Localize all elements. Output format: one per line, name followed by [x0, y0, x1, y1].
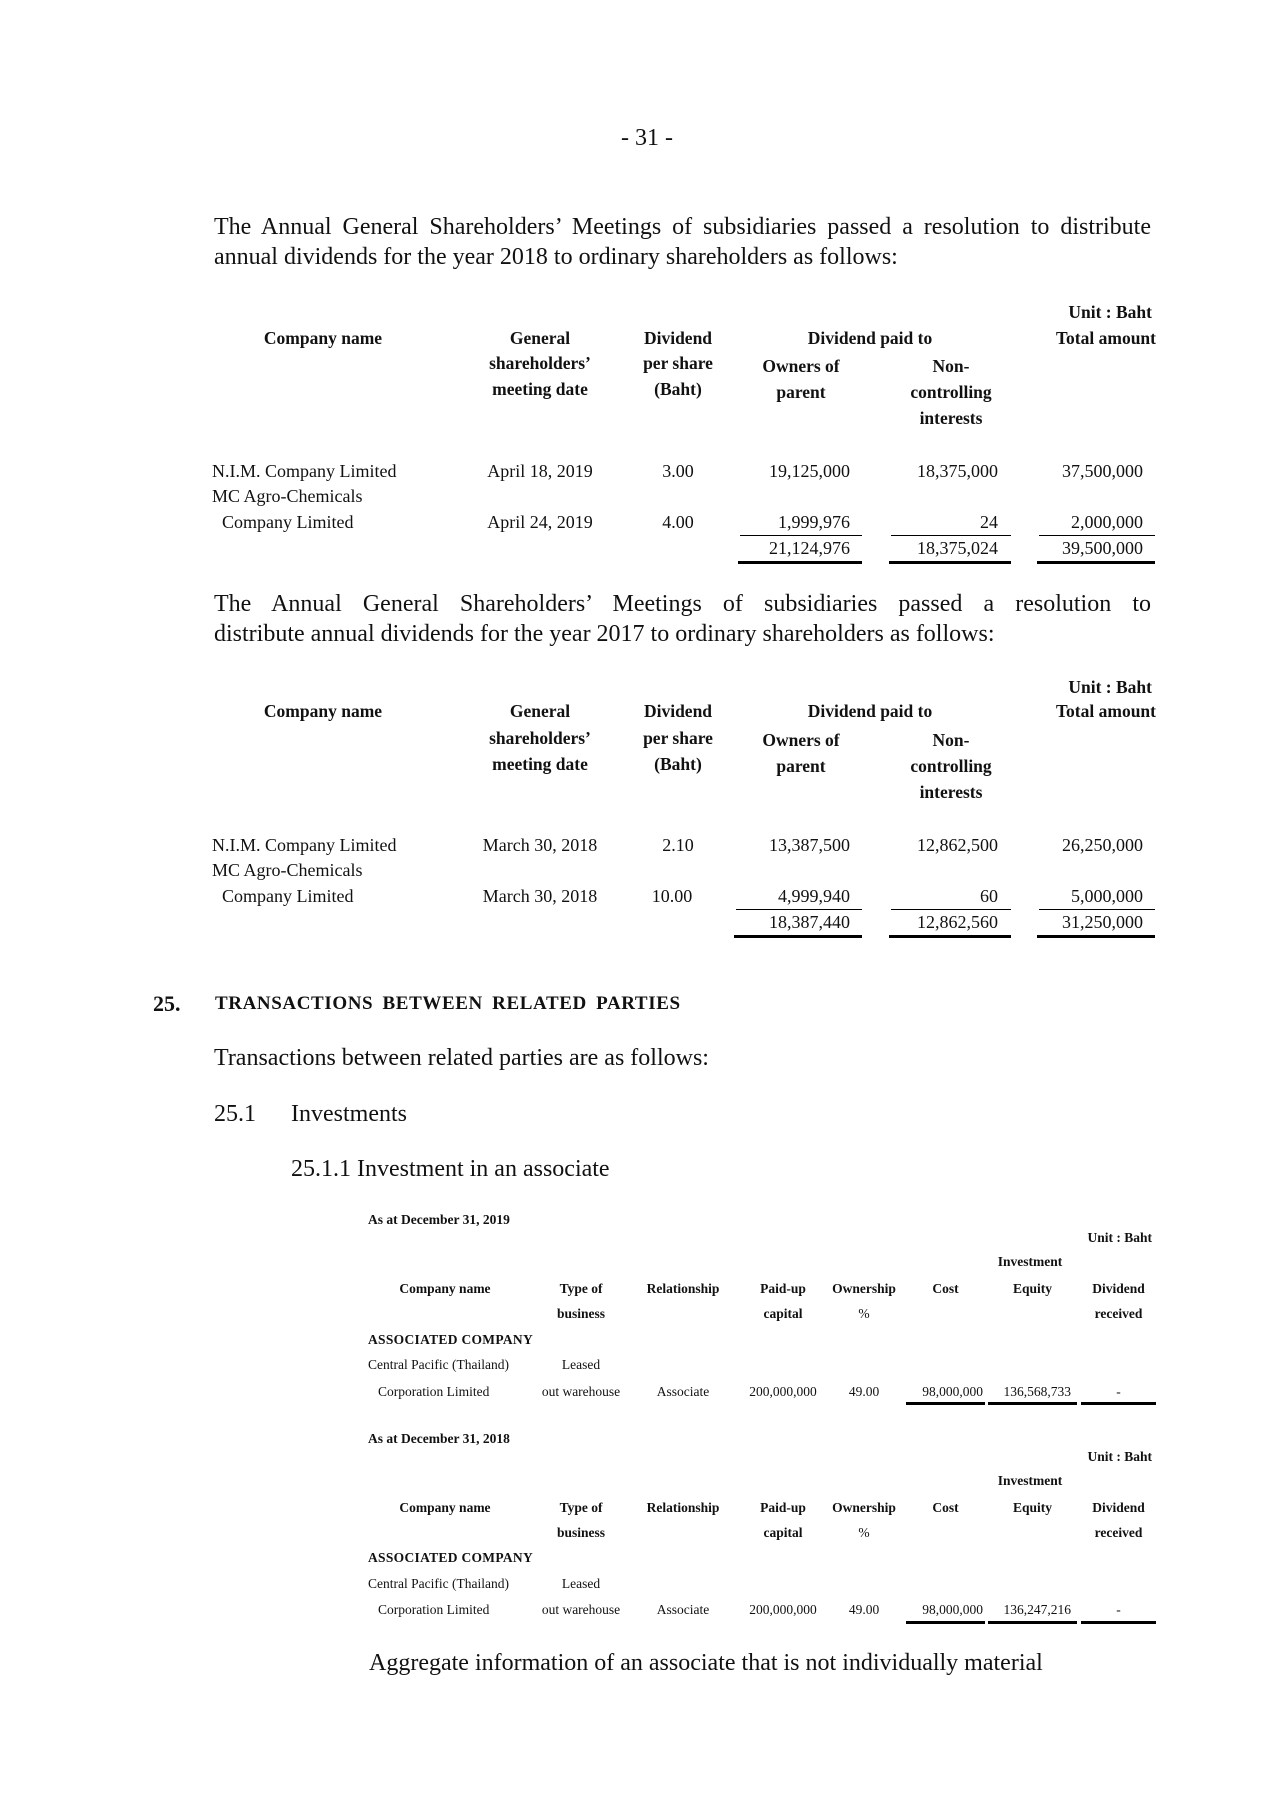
closing-text: Aggregate information of an associate that is not individually material: [369, 1650, 1043, 1676]
subsection-number: 25.1: [214, 1101, 256, 1127]
header-relationship: Relationship: [646, 1500, 720, 1515]
cell-ownership: 49.00: [848, 1384, 880, 1399]
header-nci-1: Non-: [932, 356, 970, 376]
intro-2017-line2: distribute annual dividends for the year 2017 to ordinary shareholders as follows:: [214, 621, 995, 647]
cell-per-share: 2.10: [662, 835, 694, 855]
header-nci-2: controlling: [910, 756, 992, 776]
total-rule: [906, 1402, 985, 1405]
header-ownership-1: Ownership: [832, 1281, 896, 1296]
header-dividend-3: (Baht): [654, 379, 702, 399]
header-dividend-1: Dividend: [1092, 1281, 1145, 1296]
total-rule: [906, 1621, 985, 1624]
cell-dividend: -: [1116, 1602, 1121, 1617]
cell-ownership: 49.00: [848, 1602, 880, 1617]
total-owners: 21,124,976: [769, 538, 850, 558]
cell-company-line2: Corporation Limited: [378, 1384, 490, 1399]
header-type-2: business: [556, 1525, 606, 1540]
cell-company-line2: Corporation Limited: [378, 1602, 490, 1617]
header-paidup-1: Paid-up: [760, 1281, 806, 1296]
cell-dividend: -: [1116, 1384, 1121, 1399]
cell-company-line1: Central Pacific (Thailand): [368, 1357, 509, 1372]
cell-company-line2: Company Limited: [222, 512, 354, 532]
header-dividend-2: per share: [643, 728, 713, 748]
unit-label: Unit : Baht: [1087, 1449, 1152, 1464]
total-rule: [988, 1621, 1077, 1624]
header-general-3: meeting date: [492, 379, 588, 399]
header-paidup-2: capital: [763, 1525, 803, 1540]
as-at-date: As at December 31, 2019: [368, 1212, 510, 1227]
header-nci-2: controlling: [910, 382, 992, 402]
header-investment-group: Investment: [997, 1254, 1063, 1269]
total-rule: [889, 561, 1011, 564]
cell-company: N.I.M. Company Limited: [212, 835, 397, 855]
cell-nci: 60: [980, 886, 998, 906]
cell-nci: 18,375,000: [917, 461, 998, 481]
cell-total: 26,250,000: [1062, 835, 1143, 855]
header-cost: Cost: [932, 1500, 959, 1515]
header-total-amount: Total amount: [1055, 328, 1156, 348]
header-nci-3: interests: [919, 782, 983, 802]
cell-owners: 19,125,000: [769, 461, 850, 481]
cell-date: April 24, 2019: [487, 512, 593, 532]
total-rule: [1037, 935, 1155, 938]
cell-type-line2: out warehouse: [541, 1602, 621, 1617]
cell-company-line2: Company Limited: [222, 886, 354, 906]
total-amount: 31,250,000: [1062, 912, 1143, 932]
header-paidup-1: Paid-up: [760, 1500, 806, 1515]
header-equity: Equity: [1012, 1281, 1053, 1296]
header-total-amount: Total amount: [1055, 701, 1156, 721]
cell-company: N.I.M. Company Limited: [212, 461, 397, 481]
header-general-3: meeting date: [492, 754, 588, 774]
header-owners-1: Owners of: [762, 356, 840, 376]
cell-paidup: 200,000,000: [749, 1384, 817, 1399]
cell-per-share: 10.00: [651, 886, 693, 906]
header-ownership-1: Ownership: [832, 1500, 896, 1515]
note-title: TRANSACTIONS BETWEEN RELATED PARTIES: [215, 993, 681, 1014]
intro-2018-line1: The Annual General Shareholders’ Meetings of subsidiaries passed a resolution to distribute: [214, 214, 1151, 240]
cell-cost: 98,000,000: [922, 1384, 983, 1399]
total-rule: [889, 935, 1011, 938]
header-dividend-2: received: [1094, 1306, 1143, 1321]
header-dividend-1: Dividend: [643, 701, 713, 721]
unit-label: Unit : Baht: [1068, 677, 1152, 697]
cell-type-line1: Leased: [561, 1357, 601, 1372]
category-label: ASSOCIATED COMPANY: [368, 1550, 534, 1565]
note-intro: Transactions between related parties are as follows:: [214, 1045, 709, 1071]
cell-cost: 98,000,000: [922, 1602, 983, 1617]
header-dividend-1: Dividend: [1092, 1500, 1145, 1515]
header-general-1: General: [509, 701, 571, 721]
total-nci: 12,862,560: [917, 912, 998, 932]
cell-nci: 12,862,500: [917, 835, 998, 855]
header-cost: Cost: [932, 1281, 959, 1296]
total-rule: [1081, 1402, 1156, 1405]
cell-nci: 24: [980, 512, 998, 532]
header-type-2: business: [556, 1306, 606, 1321]
header-nci-3: interests: [919, 408, 983, 428]
total-rule: [988, 1402, 1077, 1405]
total-nci: 18,375,024: [917, 538, 998, 558]
header-equity: Equity: [1012, 1500, 1053, 1515]
cell-paidup: 200,000,000: [749, 1602, 817, 1617]
cell-owners: 4,999,940: [778, 886, 850, 906]
header-company-name: Company name: [399, 1500, 491, 1515]
header-dividend-paid-to: Dividend paid to: [807, 328, 933, 348]
cell-total: 37,500,000: [1062, 461, 1143, 481]
header-dividend-2: per share: [643, 353, 713, 373]
intro-2017-line1: The Annual General Shareholders’ Meetings of subsidiaries passed a resolution to: [214, 591, 1151, 617]
header-general-1: General: [509, 328, 571, 348]
unit-label: Unit : Baht: [1087, 1230, 1152, 1245]
total-owners: 18,387,440: [769, 912, 850, 932]
header-general-2: shareholders’: [489, 353, 591, 373]
total-amount: 39,500,000: [1062, 538, 1143, 558]
cell-per-share: 3.00: [662, 461, 694, 481]
header-owners-2: parent: [776, 756, 826, 776]
cell-owners: 1,999,976: [778, 512, 850, 532]
header-company-name: Company name: [263, 701, 383, 721]
cell-relationship: Associate: [656, 1602, 710, 1617]
subsubsection-title: 25.1.1 Investment in an associate: [291, 1156, 610, 1182]
cell-company-line1: MC Agro-Chemicals: [212, 486, 363, 506]
cell-relationship: Associate: [656, 1384, 710, 1399]
cell-date: March 30, 2018: [482, 886, 598, 906]
total-rule: [1081, 1621, 1156, 1624]
page-number: - 31 -: [621, 125, 673, 151]
cell-equity: 136,568,733: [1003, 1384, 1071, 1399]
header-dividend-paid-to: Dividend paid to: [807, 701, 933, 721]
header-investment-group: Investment: [997, 1473, 1063, 1488]
header-dividend-3: (Baht): [654, 754, 702, 774]
cell-owners: 13,387,500: [769, 835, 850, 855]
total-rule: [738, 561, 862, 564]
header-type-1: Type of: [559, 1500, 603, 1515]
header-company-name: Company name: [399, 1281, 491, 1296]
cell-total: 5,000,000: [1071, 886, 1143, 906]
cell-date: March 30, 2018: [482, 835, 598, 855]
cell-type-line2: out warehouse: [541, 1384, 621, 1399]
total-rule: [734, 935, 862, 938]
cell-equity: 136,247,216: [1003, 1602, 1071, 1617]
cell-per-share: 4.00: [662, 512, 694, 532]
intro-2018-line2: annual dividends for the year 2018 to ordinary shareholders as follows:: [214, 244, 898, 270]
as-at-date: As at December 31, 2018: [368, 1431, 510, 1446]
header-dividend-2: received: [1094, 1525, 1143, 1540]
category-label: ASSOCIATED COMPANY: [368, 1332, 534, 1347]
cell-date: April 18, 2019: [487, 461, 593, 481]
header-relationship: Relationship: [646, 1281, 720, 1296]
header-general-2: shareholders’: [489, 728, 591, 748]
header-nci-1: Non-: [932, 730, 970, 750]
header-paidup-2: capital: [763, 1306, 803, 1321]
header-owners-2: parent: [776, 382, 826, 402]
header-ownership-2: %: [858, 1525, 870, 1540]
cell-total: 2,000,000: [1071, 512, 1143, 532]
header-owners-1: Owners of: [762, 730, 840, 750]
subsection-title: Investments: [291, 1101, 407, 1127]
cell-company-line1: Central Pacific (Thailand): [368, 1576, 509, 1591]
total-rule: [1037, 561, 1155, 564]
note-number: 25.: [153, 991, 181, 1016]
header-ownership-2: %: [858, 1306, 870, 1321]
cell-type-line1: Leased: [561, 1576, 601, 1591]
header-type-1: Type of: [559, 1281, 603, 1296]
header-dividend-1: Dividend: [643, 328, 713, 348]
header-company-name: Company name: [263, 328, 383, 348]
unit-label: Unit : Baht: [1068, 302, 1152, 322]
cell-company-line1: MC Agro-Chemicals: [212, 860, 363, 880]
